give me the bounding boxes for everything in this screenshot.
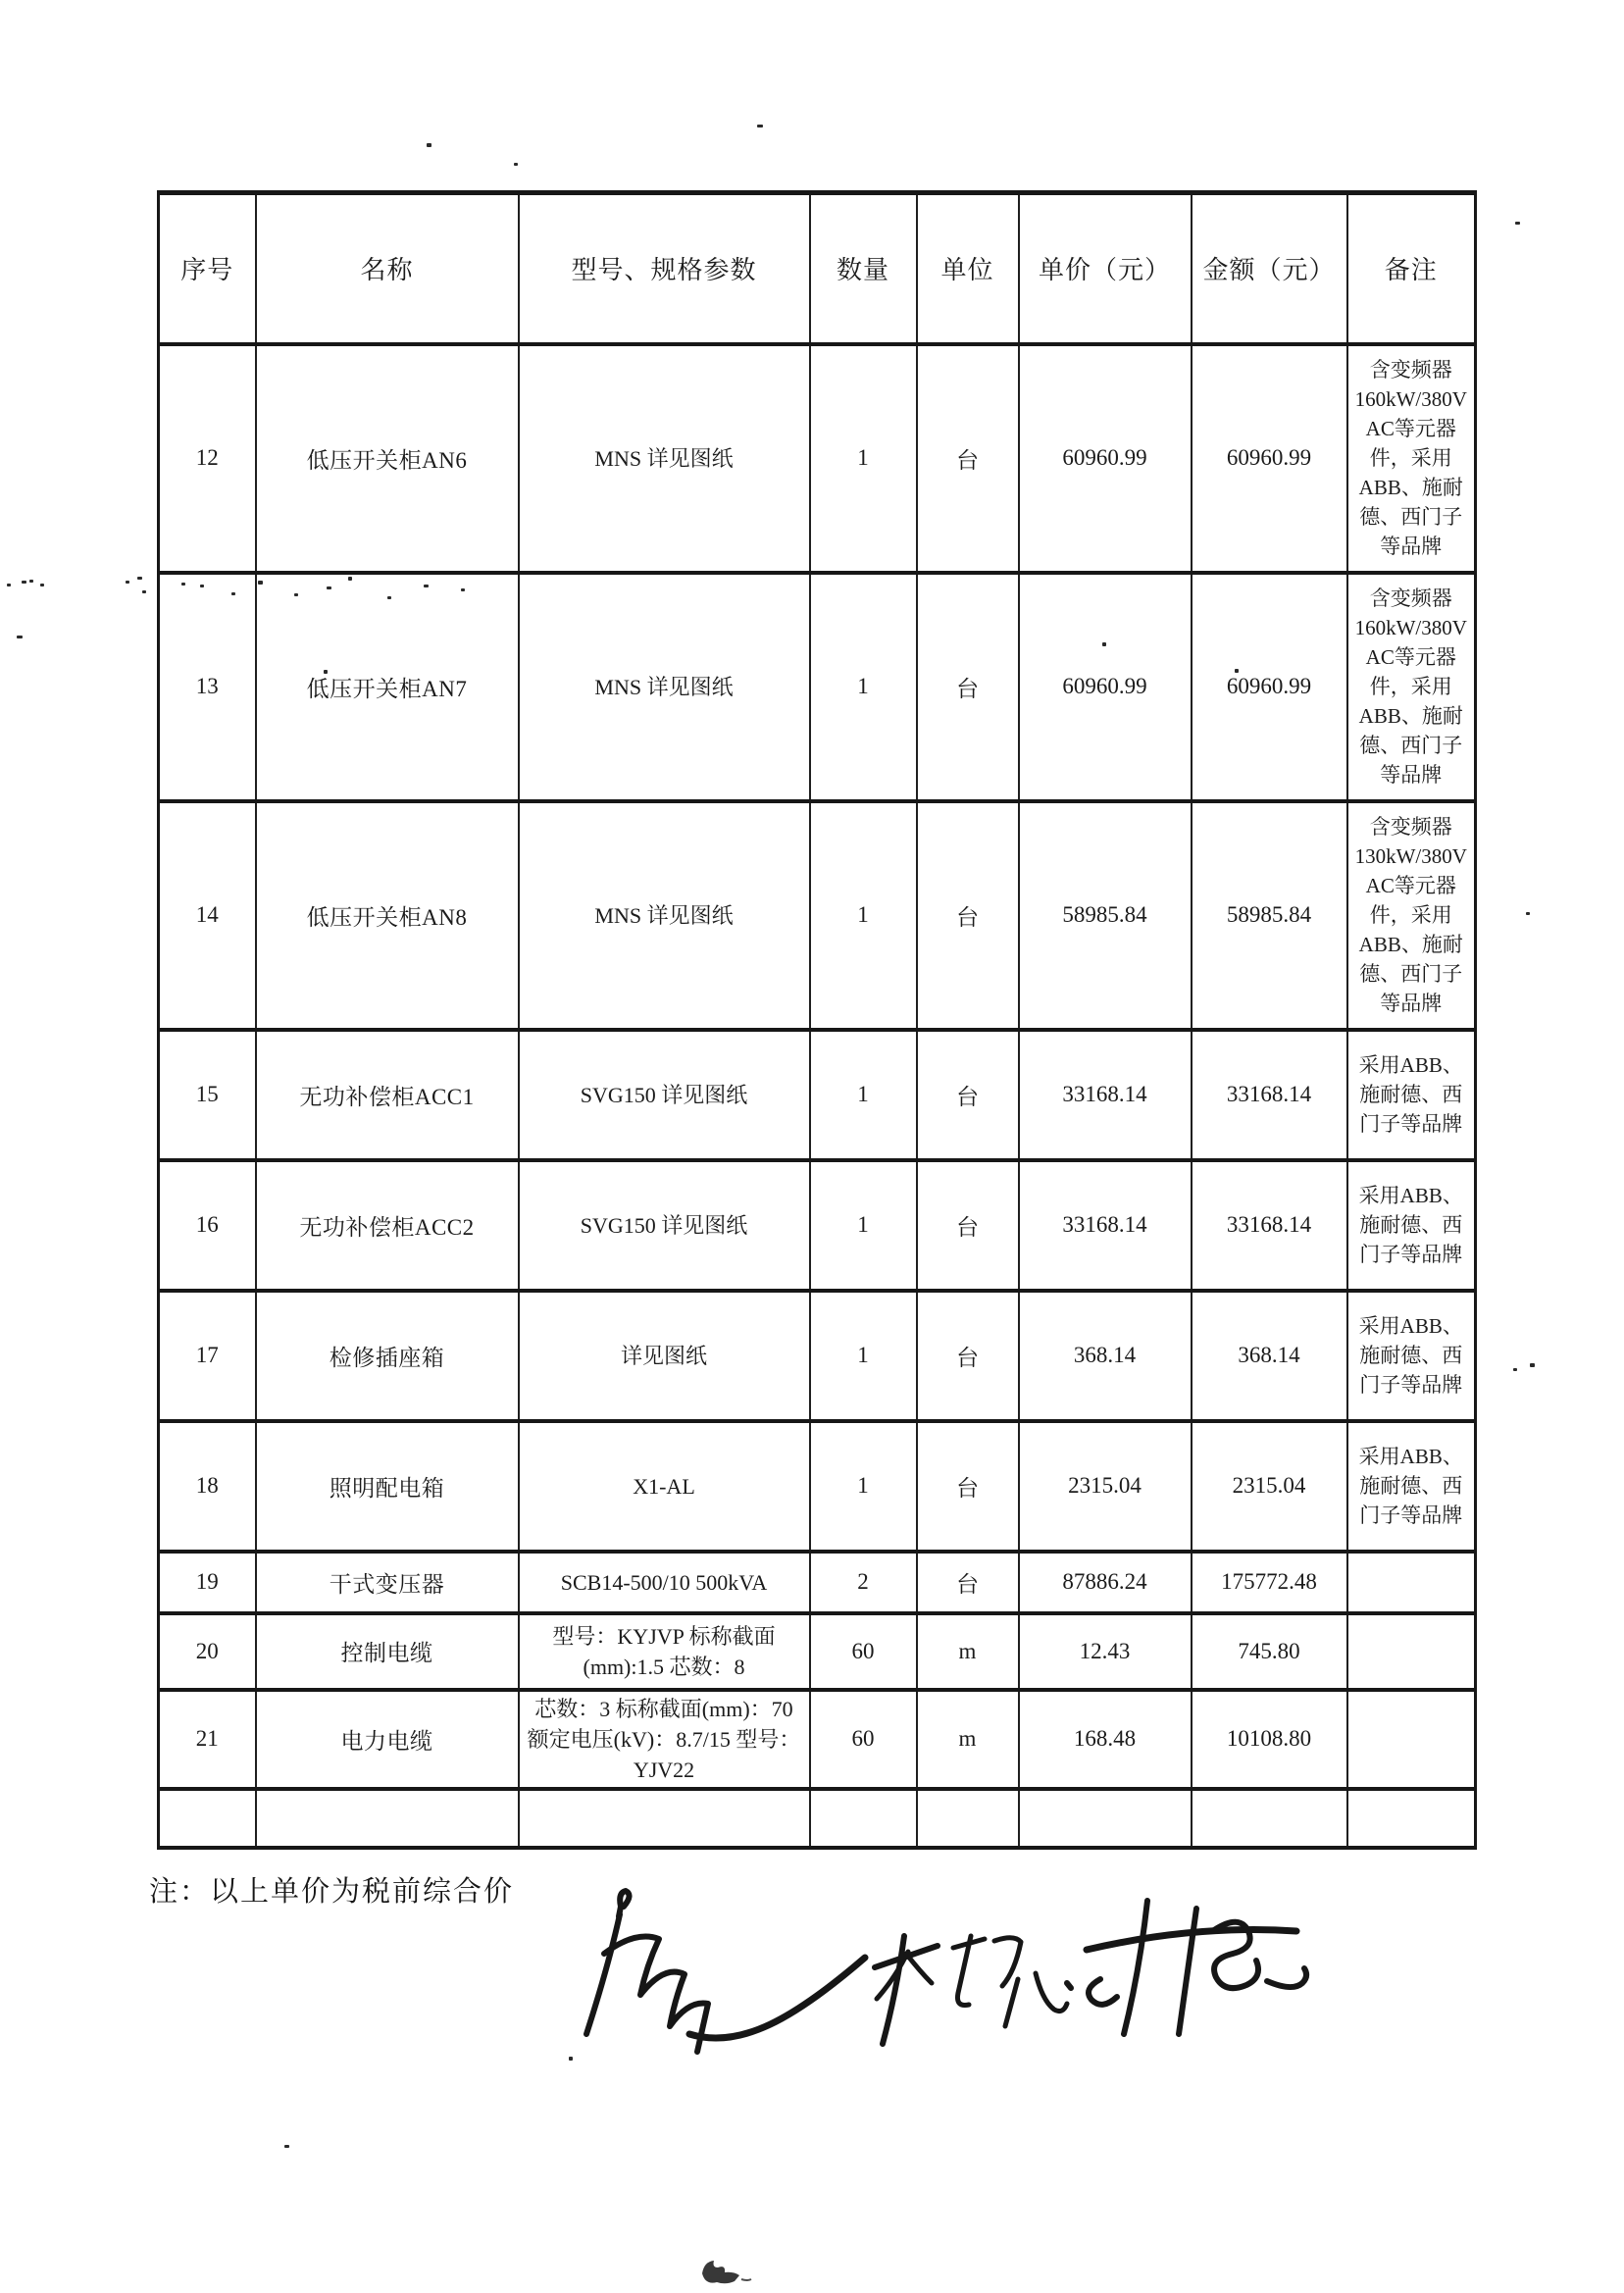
cell-unit-price: 33168.14 bbox=[1019, 1160, 1192, 1291]
cell-spec: MNS 详见图纸 bbox=[519, 801, 810, 1030]
table-row bbox=[159, 1160, 1476, 1291]
scan-speck bbox=[22, 581, 26, 584]
cell-unit-price: 33168.14 bbox=[1019, 1030, 1192, 1160]
cell-no: 20 bbox=[159, 1613, 256, 1690]
cell-name: 低压开关柜AN7 bbox=[256, 573, 519, 801]
cell-no: 14 bbox=[159, 801, 256, 1030]
cell-unit-price: 87886.24 bbox=[1019, 1552, 1192, 1613]
table-header-row bbox=[159, 193, 1476, 344]
cell-spec: 型号：KYJVP 标称截面(mm):1.5 芯数：8 bbox=[519, 1613, 810, 1690]
cell-remark bbox=[1347, 1789, 1476, 1848]
scan-speck bbox=[387, 596, 391, 599]
header-col-name: 名称 bbox=[256, 193, 519, 344]
cell-unit: 台 bbox=[917, 1030, 1019, 1160]
header-col-spec: 型号、规格参数 bbox=[519, 193, 810, 344]
scan-speck bbox=[427, 143, 431, 147]
scan-speck bbox=[348, 577, 352, 581]
cell-amount: 745.80 bbox=[1192, 1613, 1347, 1690]
cell-amount: 2315.04 bbox=[1192, 1421, 1347, 1552]
scan-speck bbox=[1235, 669, 1239, 673]
scan-speck bbox=[126, 581, 129, 584]
cell-spec: MNS 详见图纸 bbox=[519, 344, 810, 573]
price-table bbox=[157, 190, 1477, 1850]
cell-remark: 含变频器130kW/380VAC等元器件，采用ABB、施耐德、西门子等品牌 bbox=[1347, 801, 1476, 1030]
cell-spec: MNS 详见图纸 bbox=[519, 573, 810, 801]
cell-no: 19 bbox=[159, 1552, 256, 1613]
cell-spec bbox=[519, 1789, 810, 1848]
cell-spec: SVG150 详见图纸 bbox=[519, 1160, 810, 1291]
cell-amount: 60960.99 bbox=[1192, 573, 1347, 801]
cell-remark: 含变频器160kW/380VAC等元器件，采用ABB、施耐德、西门子等品牌 bbox=[1347, 344, 1476, 573]
cell-no: 16 bbox=[159, 1160, 256, 1291]
cell-name: 低压开关柜AN8 bbox=[256, 801, 519, 1030]
cell-unit: 台 bbox=[917, 1160, 1019, 1291]
cell-no: 21 bbox=[159, 1690, 256, 1789]
scan-speck bbox=[424, 585, 429, 587]
scan-speck bbox=[200, 585, 204, 587]
header-col-unit-price: 单价（元） bbox=[1019, 193, 1192, 344]
cell-qty: 60 bbox=[810, 1690, 917, 1789]
cell-spec: SVG150 详见图纸 bbox=[519, 1030, 810, 1160]
cell-qty: 1 bbox=[810, 344, 917, 573]
cell-qty: 1 bbox=[810, 1160, 917, 1291]
cell-name: 电力电缆 bbox=[256, 1690, 519, 1789]
cell-no: 12 bbox=[159, 344, 256, 573]
cell-unit-price: 60960.99 bbox=[1019, 344, 1192, 573]
cell-name bbox=[256, 1789, 519, 1848]
cell-unit: m bbox=[917, 1613, 1019, 1690]
cell-unit-price: 12.43 bbox=[1019, 1613, 1192, 1690]
table-row bbox=[159, 1690, 1476, 1789]
cell-unit: 台 bbox=[917, 801, 1019, 1030]
cell-spec: 芯数：3 标称截面(mm)：70 额定电压(kV)：8.7/15 型号：YJV22 bbox=[519, 1690, 810, 1789]
cell-unit bbox=[917, 1789, 1019, 1848]
cell-name: 控制电缆 bbox=[256, 1613, 519, 1690]
scan-speck bbox=[7, 584, 11, 586]
cell-amount: 60960.99 bbox=[1192, 344, 1347, 573]
scan-speck bbox=[142, 590, 146, 593]
cell-spec: X1-AL bbox=[519, 1421, 810, 1552]
footnote-text: 注：以上单价为税前综合价 bbox=[149, 1876, 515, 1908]
scan-speck bbox=[324, 670, 328, 674]
scan-speck bbox=[327, 586, 331, 589]
cell-remark: 采用ABB、施耐德、西门子等品牌 bbox=[1347, 1030, 1476, 1160]
scan-speck bbox=[17, 636, 23, 638]
cell-qty: 60 bbox=[810, 1613, 917, 1690]
cell-qty: 1 bbox=[810, 1030, 917, 1160]
cell-remark: 采用ABB、施耐德、西门子等品牌 bbox=[1347, 1160, 1476, 1291]
cell-remark bbox=[1347, 1690, 1476, 1789]
cell-unit-price: 368.14 bbox=[1019, 1291, 1192, 1421]
table-row-empty bbox=[159, 1789, 1476, 1848]
scan-speck bbox=[181, 583, 185, 586]
scan-speck bbox=[514, 163, 518, 166]
cell-no: 15 bbox=[159, 1030, 256, 1160]
cell-spec: SCB14-500/10 500kVA bbox=[519, 1552, 810, 1613]
scan-speck bbox=[1102, 642, 1106, 646]
signature-1 bbox=[586, 1891, 865, 2052]
cell-unit-price: 168.48 bbox=[1019, 1690, 1192, 1789]
scan-speck bbox=[29, 580, 33, 583]
cell-amount: 175772.48 bbox=[1192, 1552, 1347, 1613]
cell-unit: m bbox=[917, 1690, 1019, 1789]
cell-remark: 采用ABB、施耐德、西门子等品牌 bbox=[1347, 1291, 1476, 1421]
cell-unit: 台 bbox=[917, 1291, 1019, 1421]
cell-amount: 368.14 bbox=[1192, 1291, 1347, 1421]
scan-speck bbox=[40, 584, 44, 586]
scan-speck bbox=[137, 577, 142, 580]
cell-name: 低压开关柜AN6 bbox=[256, 344, 519, 573]
table-row bbox=[159, 1030, 1476, 1160]
scan-speck bbox=[294, 593, 298, 596]
scan-speck bbox=[258, 581, 263, 585]
signature-3 bbox=[1087, 1901, 1306, 2034]
handwritten-signatures bbox=[510, 1885, 1334, 2111]
cell-qty: 1 bbox=[810, 573, 917, 801]
cell-amount bbox=[1192, 1789, 1347, 1848]
cell-no bbox=[159, 1789, 256, 1848]
cell-no: 13 bbox=[159, 573, 256, 801]
cell-amount: 10108.80 bbox=[1192, 1690, 1347, 1789]
header-col-no: 序号 bbox=[159, 193, 256, 344]
table-row bbox=[159, 801, 1476, 1030]
cell-unit: 台 bbox=[917, 344, 1019, 573]
scan-speck bbox=[1513, 1368, 1517, 1371]
header-col-unit: 单位 bbox=[917, 193, 1019, 344]
cell-qty bbox=[810, 1789, 917, 1848]
cell-amount: 33168.14 bbox=[1192, 1030, 1347, 1160]
cell-unit-price: 2315.04 bbox=[1019, 1421, 1192, 1552]
cell-unit-price: 60960.99 bbox=[1019, 573, 1192, 801]
cell-name: 检修插座箱 bbox=[256, 1291, 519, 1421]
cell-name: 干式变压器 bbox=[256, 1552, 519, 1613]
cell-unit: 台 bbox=[917, 573, 1019, 801]
scan-speck bbox=[461, 588, 465, 591]
cell-name: 照明配电箱 bbox=[256, 1421, 519, 1552]
table-row bbox=[159, 1552, 1476, 1613]
scan-speck bbox=[569, 2057, 573, 2061]
cell-qty: 1 bbox=[810, 1291, 917, 1421]
cell-qty: 1 bbox=[810, 1421, 917, 1552]
cell-remark bbox=[1347, 1613, 1476, 1690]
table-row bbox=[159, 1613, 1476, 1690]
scan-speck bbox=[284, 2145, 289, 2148]
cell-remark bbox=[1347, 1552, 1476, 1613]
scan-speck bbox=[231, 592, 235, 595]
cell-remark: 采用ABB、施耐德、西门子等品牌 bbox=[1347, 1421, 1476, 1552]
cell-name: 无功补偿柜ACC2 bbox=[256, 1160, 519, 1291]
scan-speck bbox=[1515, 222, 1520, 225]
header-col-qty: 数量 bbox=[810, 193, 917, 344]
cell-unit-price: 58985.84 bbox=[1019, 801, 1192, 1030]
cell-spec: 详见图纸 bbox=[519, 1291, 810, 1421]
cell-qty: 1 bbox=[810, 801, 917, 1030]
cell-no: 18 bbox=[159, 1421, 256, 1552]
header-col-remark: 备注 bbox=[1347, 193, 1476, 344]
cell-unit: 台 bbox=[917, 1552, 1019, 1613]
cell-no: 17 bbox=[159, 1291, 256, 1421]
table-row bbox=[159, 1291, 1476, 1421]
cell-amount: 58985.84 bbox=[1192, 801, 1347, 1030]
signature-2 bbox=[875, 1936, 1071, 2044]
scan-speck bbox=[757, 125, 763, 127]
scan-speck bbox=[1530, 1363, 1535, 1367]
cell-qty: 2 bbox=[810, 1552, 917, 1613]
cell-unit: 台 bbox=[917, 1421, 1019, 1552]
cell-amount: 33168.14 bbox=[1192, 1160, 1347, 1291]
cell-unit-price bbox=[1019, 1789, 1192, 1848]
scan-speck bbox=[1526, 912, 1530, 915]
cell-remark: 含变频器160kW/380VAC等元器件，采用ABB、施耐德、西门子等品牌 bbox=[1347, 573, 1476, 801]
table-row bbox=[159, 344, 1476, 573]
table-row bbox=[159, 573, 1476, 801]
header-col-amount: 金额（元） bbox=[1192, 193, 1347, 344]
table-row bbox=[159, 1421, 1476, 1552]
cell-name: 无功补偿柜ACC1 bbox=[256, 1030, 519, 1160]
scan-smudge bbox=[698, 2252, 757, 2287]
